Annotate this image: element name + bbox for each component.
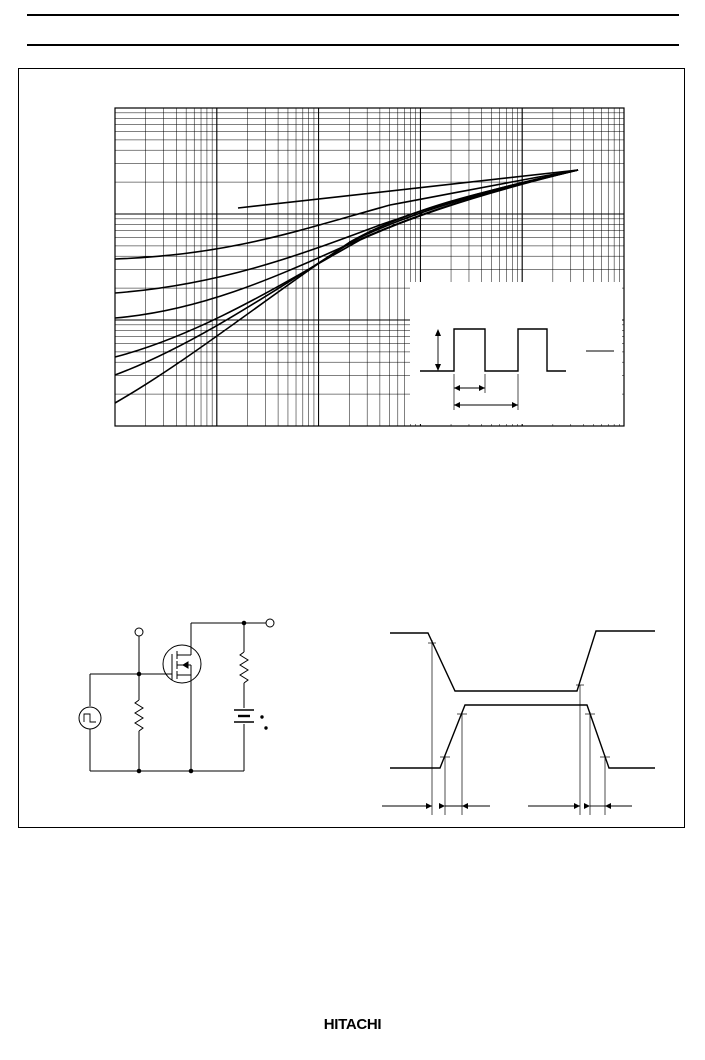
input-terminal [135, 628, 143, 636]
mosfet-symbol [163, 645, 201, 683]
thermal-impedance-graph [115, 108, 624, 426]
pulse-waveform-inset [410, 282, 622, 424]
switching-test-circuit [79, 619, 274, 773]
vout-waveform [390, 705, 655, 768]
switching-waveforms [382, 631, 655, 815]
vin-waveform [390, 631, 655, 691]
load-resistor [240, 652, 248, 683]
gate-resistor [135, 700, 143, 731]
output-terminal [266, 619, 274, 627]
hitachi-logo: HITACHI [323, 1016, 382, 1033]
timing-markers [428, 640, 610, 815]
